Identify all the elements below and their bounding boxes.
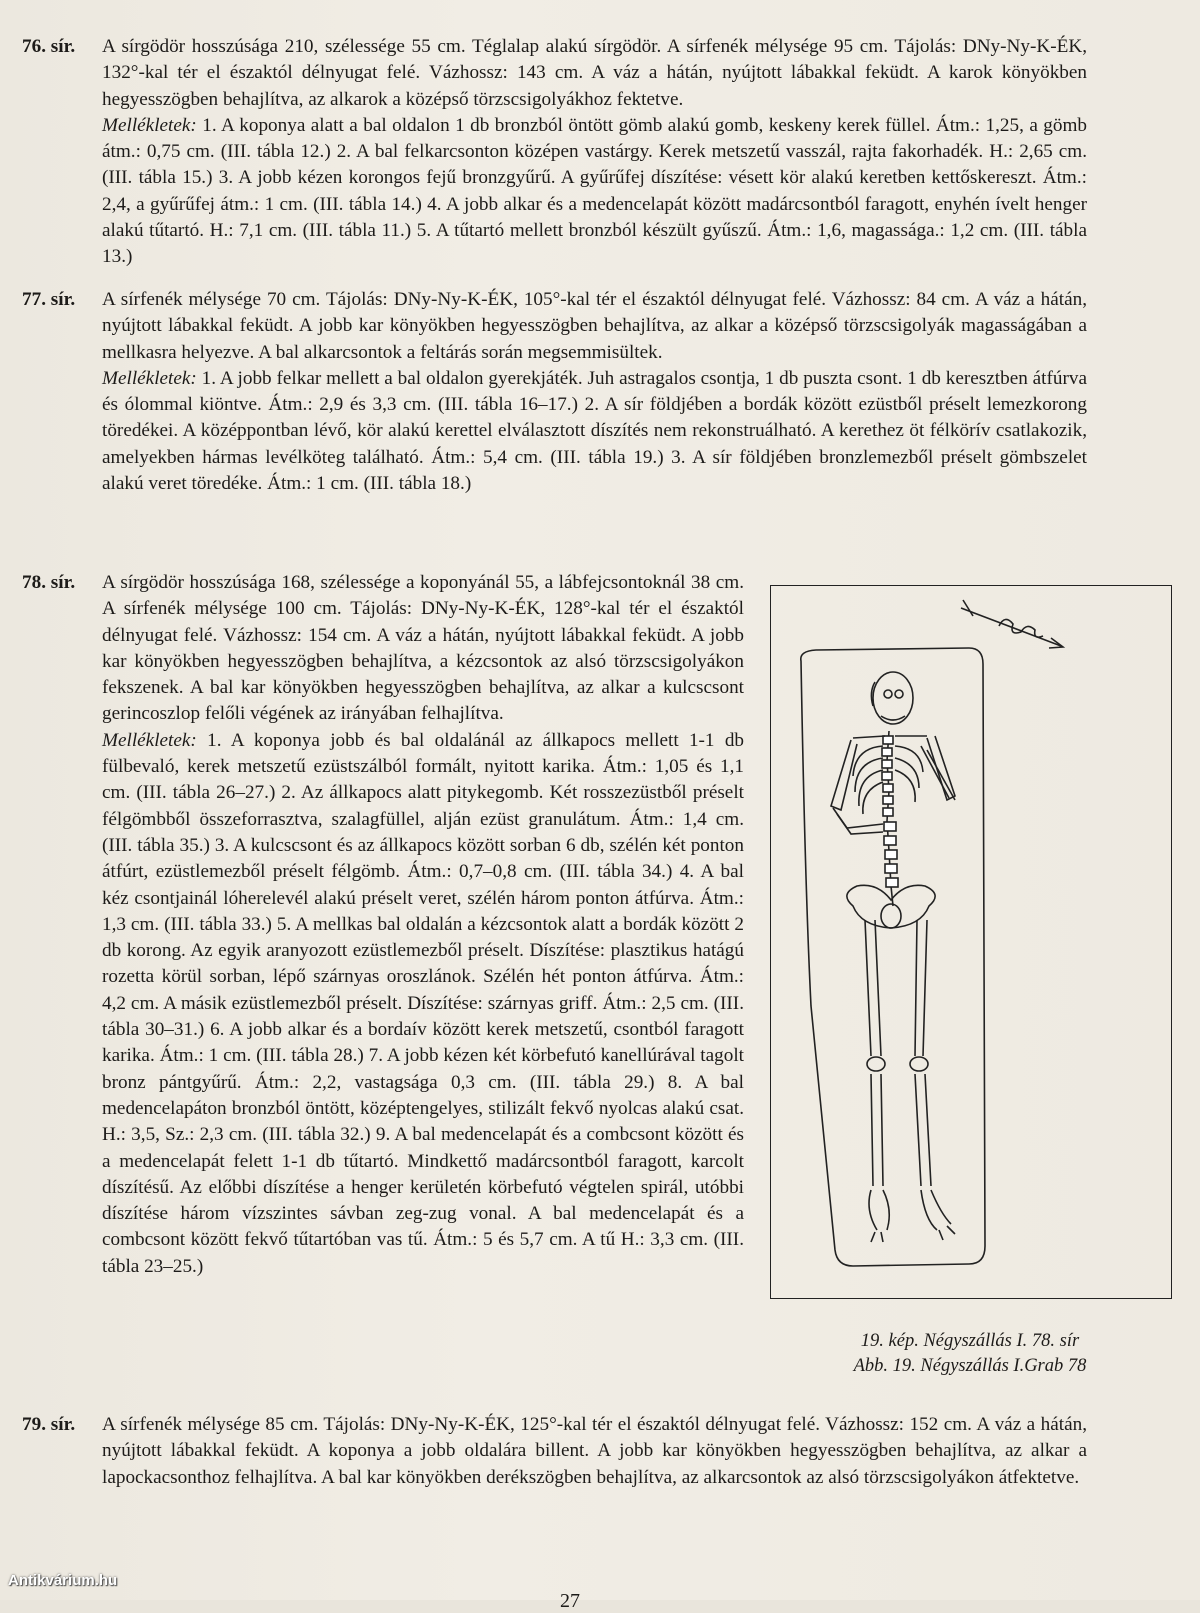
caption-german: Abb. 19. Négyszállás I.Grab 78 [853, 1356, 1087, 1376]
grave-text [102, 34, 1087, 271]
grave-finds [102, 366, 1087, 497]
grave-number: 79. sír. [22, 1414, 76, 1435]
page-number: 27 [560, 1590, 580, 1612]
skeleton [831, 672, 955, 1242]
grave-description: A sírfenék mélysége 70 cm. Tájolás: DNy-Ny-K-ÉK, 105°-kal tér el északtól délnyugat felé. Vázhossz: 84 cm. A váz a hátán, nyújtott lábakkal feküdt. A jobb kar könyökben hegyesszögben behajlítva, az alkar a középső törzscsigolyák magasságában a mellkasra helyezve. A bal alkarcsontok a feltárás során megsemmisültek. [102, 289, 1087, 363]
finds-text: 1. A koponya alatt a bal oldalon 1 db bronzból öntött gömb alakú gomb, keskeny kerek füllel. Átm.: 1,25, a gömb átm.: 0,75 cm. (III. tábla 12.) 2. A bal felkarcsonton középen vastárgy. Kerek metszetű vasszál, rajta fakorhadék. H.: 2,65 cm. (III. tábla 15.) 3. A jobb kézen korongos fejű bronzgyűrű. A gyűrűfej díszítése: vésett kör alakú keretben kettőskereszt. Átm.: 2,4, a gyűrűfej átm.: 1 cm. (III. tábla 14.) 4. A jobb alkar és a medencelapát között madárcsontból faragott, enyhén ívelt henger alakú tűtartó. H.: 7,1 cm. (III. tábla 11.) 5. A tűtartó mellett bronzból készült gyűszű. Átm.: 1,6, magassága.: 1,2 cm. (III. tábla 13.) [102, 114, 1088, 268]
grave-description: A sírgödör hosszúsága 210, szélessége 55 cm. Téglalap alakú sírgödör. A sírfenék mélysége 95 cm. Tájolás: DNy-Ny-K-ÉK, 132°-kal tér el északtól délnyugat felé. Vázhossz: 143 cm. A váz a hátán, nyújtott lábakkal feküdt. A karok könyökben hegyesszögben behajlítva, az alkarok a középső törzscsigolyákhoz fektetve. [102, 36, 1087, 110]
finds-label: Mellékletek: [102, 367, 197, 389]
grave-number: 77. sír. [22, 289, 76, 310]
north-arrow-icon [961, 600, 1063, 648]
grave-text [102, 287, 1087, 497]
grave-description: A sírfenék mélysége 85 cm. Tájolás: DNy-Ny-K-ÉK, 125°-kal tér el északtól délnyugat felé. Vázhossz: 152 cm. A váz a hátán, nyújtott lábakkal feküdt. A koponya a jobb oldalára billent. A jobb kar könyökben hegyesszögben behajlítva, az alkar a lapockacsonthoz felhajlítva. A bal kar könyökben derékszögben behajlítva, az alkarcsontok az alsó törzscsigolyákon átfektetve. [102, 1414, 1087, 1488]
grave-text [102, 1412, 1087, 1491]
finds-text: 1. A jobb felkar mellett a bal oldalon gyerekjáték. Juh astragalos csontja, 1 db puszta csont. 1 db keresztben átfúrva és ólommal kiöntve. Átm.: 2,9 és 3,3 cm. (III. tábla 16–17.) 2. A sír földjében a bordák között ezüstből préselt lemezkorong töredékei. A középpontban lévő, kör alakú kerettel elválasztott díszítés nem rekonstruálható. A kerethez öt félkörív csatlakozik, amelyekben hármas levélköteg található. Átm.: 5,4 cm. (III. tábla 19.) 3. A sír földjében bronzlemezből préselt gömbszelet alakú veret töredéke. Átm.: 1 cm. (III. tábla 18.) [102, 367, 1088, 495]
grave-finds [102, 113, 1087, 271]
figure-caption [770, 1329, 1170, 1379]
grave-number: 78. sír. [22, 572, 76, 593]
grave-finds [102, 728, 744, 1280]
grave-number: 76. sír. [22, 36, 76, 57]
finds-label: Mellékletek: [102, 729, 197, 751]
watermark: Antikvárium.hu [8, 1572, 118, 1589]
caption-hungarian: 19. kép. Négyszállás I. 78. sír [860, 1331, 1080, 1351]
grave-description: A sírgödör hosszúsága 168, szélessége a koponyánál 55, a lábfejcsontoknál 38 cm. A sírfenék mélysége 100 cm. Tájolás: DNy-Ny-K-ÉK, 128°-kal tér el északtól délnyugat felé. Vázhossz: 154 cm. A váz a hátán, nyújtott lábakkal feküdt. A jobb kar könyökben hegyesszögben behajlítva, a kézcsontok az alsó törzscsigolyákon fekszenek. A bal kar könyökben hegyesszögben behajlítva, az alkar a kulcscsont gerincoszlop felőli végének az irányában felhajlítva. [102, 572, 744, 725]
grave-text [102, 570, 744, 1280]
skeleton-drawing [771, 586, 1171, 1298]
grave-drawing-figure [770, 585, 1172, 1299]
finds-text: 1. A koponya jobb és bal oldalánál az állkapocs mellett 1-1 db fülbevaló, kerek metszetű ezüstszálból formált, nyitott karika. Átm.: 1,05 és 1,1 cm. (III. tábla 26–27.) 2. Az állkapocs alatt pitykegomb. Két rosszezüstből préselt félgömbből összeforrasztva, szalagfüllel, alján ezüst granulátum. Átm.: 1,4 cm. (III. tábla 35.) 3. A kulcscsont és az állkapocs között sorban 6 db, szélén két ponton átfúrt, ezüstlemezből préselt félgömb. Átm.: 0,7–0,8 cm. (III. tábla 34.) 4. A bal kéz csontjainál lóherelevél alakú préselt veret, szélén három ponton átfúrva. Átm.: 1,3 cm. (III. tábla 33.) 5. A mellkas bal oldalán a kézcsontok alatt a bordák között 2 db korong. Az egyik aranyozott ezüstlemezből préselt. Díszítése: plasztikus hatágú rozetta körül sorban, lépő szárnyas oroszlánok. Szélén hét ponton átfúrva. Átm.: 4,2 cm. A másik ezüstlemezből préselt. Díszítése: szárnyas griff. Átm.: 2,5 cm. (III. tábla 30–31.) 6. A jobb alkar és a bordaív között kerek metszetű, csontból faragott karika. Átm.: 1 cm. (III. tábla 28.) 7. A jobb kézen két körbefutó kanellúrával tagolt bronz pántgyűrű. Átm.: 2,2, vastagsága 0,3 cm. (III. tábla 29.) 8. A bal medencelapáton bronzból öntött, középtengelyes, stilizált fekvő nyolcas alakú csat. H.: 3,5, Sz.: 2,3 cm. (III. tábla 32.) 9. A bal medencelapát és a combcsont között és a medencelapát felett 1-1 db tűtartó. Mindkettő madárcsontból faragott, karcolt díszítésű. Az előbbi díszítése a henger kerületén körbefutó végtelen spirál, utóbbi díszítése három vízszintes sávban zeg-zug vonal. A bal medencelapát és a combcsont között fekvő tűtartóban vas tű. Átm.: 5 és 5,7 cm. A tű H.: 3,3 cm. (III. tábla 23–25.) [102, 729, 745, 1277]
finds-label: Mellékletek: [102, 114, 197, 136]
